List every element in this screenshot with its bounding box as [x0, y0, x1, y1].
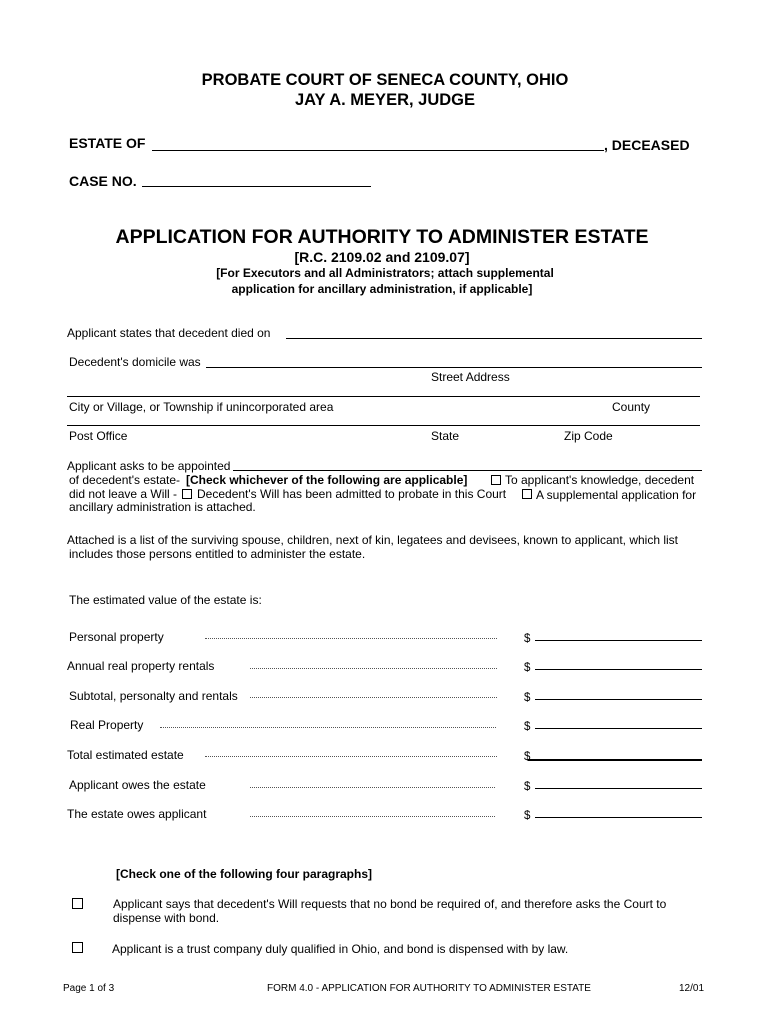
state-caption: State [431, 429, 460, 443]
city-county-field[interactable] [67, 396, 700, 397]
died-on-label: Applicant states that decedent died on [67, 326, 271, 340]
value-row-amount-field[interactable] [535, 640, 702, 641]
value-row-amount-field[interactable] [535, 817, 702, 818]
died-on-field[interactable] [286, 338, 702, 339]
leader-dots [205, 638, 497, 639]
no-bond-will-text-1: Applicant says that decedent's Will requests that no bond be required of, and therefore asks the Court to [113, 897, 667, 911]
county-caption: County [612, 400, 651, 414]
domicile-label: Decedent's domicile was [69, 355, 201, 369]
value-row-label: The estate owes applicant [67, 807, 207, 821]
appointed-label: Applicant asks to be appointed [67, 459, 231, 473]
leader-dots [250, 697, 497, 698]
value-row-label: Real Property [70, 718, 144, 732]
post-office-caption: Post Office [69, 429, 128, 443]
footer-form-name: FORM 4.0 - APPLICATION FOR AUTHORITY TO ADMINISTER ESTATE [267, 983, 591, 994]
will-instruction: [Check whichever of the following are applicable] [186, 473, 468, 487]
will-admitted-checkbox[interactable] [182, 489, 192, 499]
value-row-label: Subtotal, personalty and rentals [69, 689, 238, 703]
footer-revision-date: 12/01 [679, 983, 705, 994]
leader-dots [250, 787, 495, 788]
title-note-line-1: [For Executors and all Administrators; attach supplemental [216, 266, 554, 280]
value-row-amount-field[interactable] [535, 699, 702, 700]
no-will-checkbox[interactable] [491, 475, 501, 485]
trust-company-checkbox[interactable] [72, 942, 83, 953]
dollar-sign: $ [524, 662, 531, 674]
dollar-sign: $ [524, 751, 531, 763]
dollar-sign: $ [524, 692, 531, 704]
no-will-text: To applicant's knowledge, decedent [505, 473, 695, 487]
ancillary-text: ancillary administration is attached. [69, 500, 256, 514]
dollar-sign: $ [524, 721, 531, 733]
form-title: APPLICATION FOR AUTHORITY TO ADMINISTER ESTATE [115, 226, 649, 248]
attached-list-line-1: Attached is a list of the surviving spouse, children, next of kin, legatees and devisees, known to applicant, which list [67, 533, 679, 547]
street-address-field[interactable] [206, 367, 702, 368]
value-row-label: Applicant owes the estate [69, 778, 206, 792]
estate-deceased-suffix: , DECEASED [604, 137, 690, 153]
supplemental-application-checkbox[interactable] [522, 489, 532, 499]
court-name: PROBATE COURT OF SENECA COUNTY, OHIO [201, 71, 569, 89]
will-admitted-text: Decedent's Will has been admitted to probate in this Court [197, 487, 507, 501]
zip-caption: Zip Code [564, 429, 613, 443]
trust-company-text: Applicant is a trust company duly qualified in Ohio, and bond is dispensed with by law. [112, 942, 569, 956]
leader-dots [160, 727, 496, 728]
value-row-amount-field[interactable] [528, 759, 702, 761]
post-office-state-zip-field[interactable] [67, 425, 700, 426]
bond-heading: [Check one of the following four paragraphs] [116, 867, 373, 881]
no-bond-will-checkbox[interactable] [72, 898, 83, 909]
case-no-field[interactable] [142, 186, 371, 187]
statute-reference: [R.C. 2109.02 and 2109.07] [294, 249, 470, 265]
attached-list-line-2: includes those persons entitled to administer the estate. [69, 547, 366, 561]
estimated-value-intro: The estimated value of the estate is: [69, 593, 262, 607]
leader-dots [250, 816, 495, 817]
no-bond-will-text-2: dispense with bond. [113, 911, 220, 925]
city-caption: City or Village, or Township if unincorporated area [69, 400, 334, 414]
dollar-sign: $ [524, 781, 531, 793]
dollar-sign: $ [524, 810, 531, 822]
estate-name-field[interactable] [152, 150, 604, 151]
value-row-amount-field[interactable] [535, 669, 702, 670]
dollar-sign: $ [524, 633, 531, 645]
estate-label: ESTATE OF [69, 135, 146, 151]
street-address-caption: Street Address [431, 370, 510, 384]
value-row-amount-field[interactable] [535, 788, 702, 789]
judge-name: JAY A. MEYER, JUDGE [294, 91, 476, 109]
value-row-label: Annual real property rentals [67, 659, 215, 673]
footer-page-number: Page 1 of 3 [63, 983, 115, 994]
title-note-line-2: application for ancillary administration, if applicable] [231, 282, 533, 296]
case-no-label: CASE NO. [69, 173, 137, 189]
value-row-amount-field[interactable] [535, 728, 702, 729]
leader-dots [250, 668, 497, 669]
will-line-1-text: of decedent's estate- [69, 473, 181, 487]
value-row-label: Personal property [69, 630, 164, 644]
appointed-as-field[interactable] [233, 470, 702, 471]
supplemental-application-text: A supplemental application for [536, 488, 697, 502]
will-line-2-text: did not leave a Will - [69, 487, 178, 501]
leader-dots [205, 756, 497, 757]
value-row-label: Total estimated estate [67, 748, 184, 762]
